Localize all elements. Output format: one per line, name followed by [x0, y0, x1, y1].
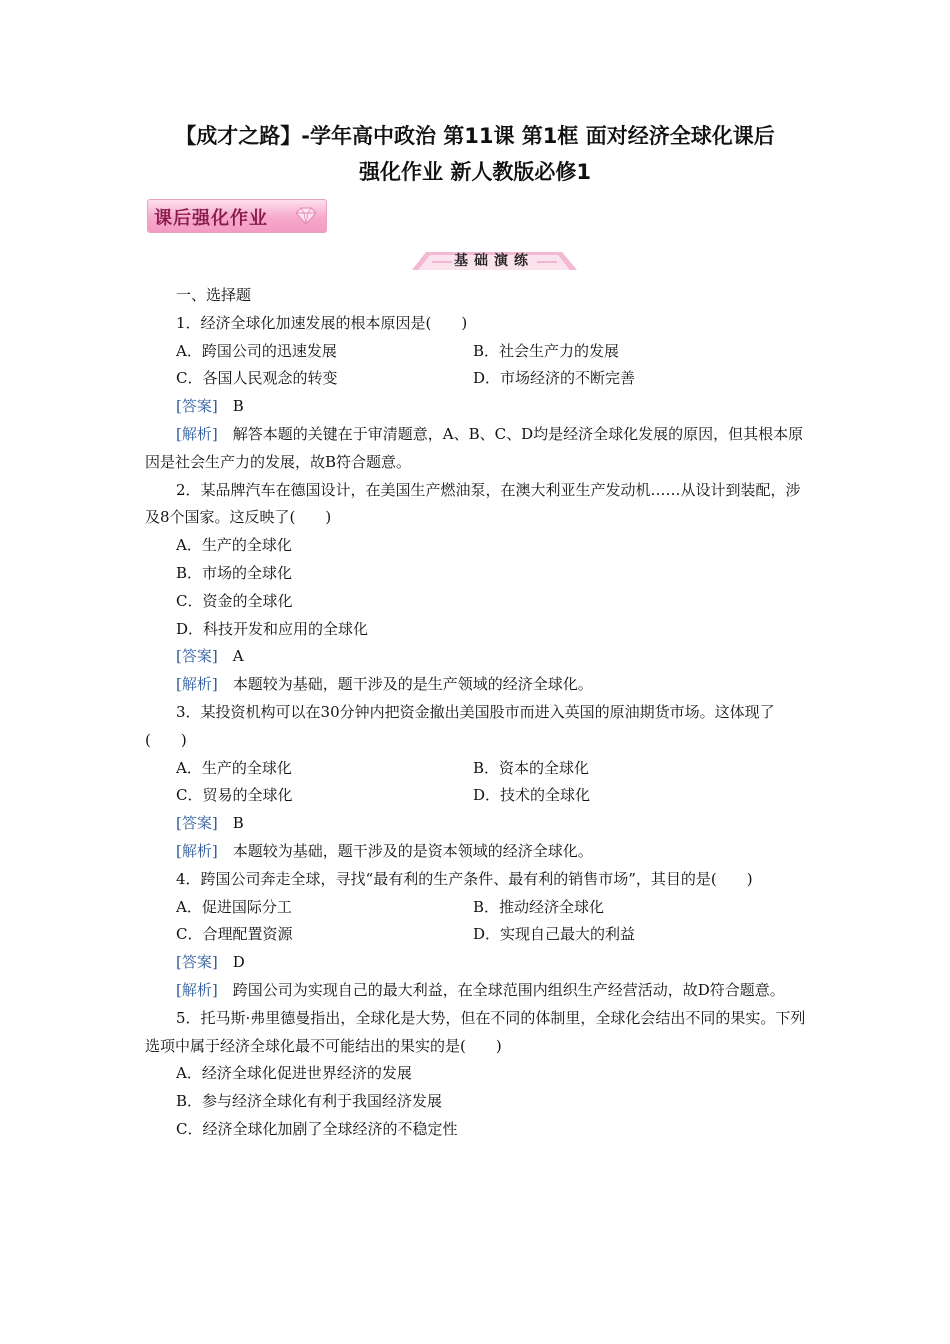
option: A．跨国公司的迅速发展: [176, 341, 337, 360]
answer-tag: [答案]: [176, 397, 218, 416]
answer-value: A: [232, 647, 244, 666]
answer-line: [145, 643, 810, 671]
option-row: [145, 755, 810, 783]
question-4: [145, 866, 810, 1005]
question-stem: 2．某品牌汽车在德国设计，在美国生产燃油泵，在澳大利亚生产发动机……从设计到装配，涉及8个国家。这反映了( ): [145, 480, 801, 527]
analysis-line: [145, 838, 810, 866]
option: D．科技开发和应用的全球化: [176, 619, 369, 638]
title-line-2: 强化作业 新人教版必修1: [359, 160, 591, 184]
analysis-line: [145, 421, 810, 477]
section-label: 基础演练: [454, 253, 534, 269]
option: C．资金的全球化: [176, 591, 293, 610]
option: C．经济全球化加剧了全球经济的不稳定性: [176, 1119, 458, 1138]
option: A．生产的全球化: [176, 536, 292, 555]
answer-value: B: [232, 814, 244, 833]
analysis-text: 跨国公司为实现自己的最大利益，在全球范围内组织生产经营活动，故D符合题意。: [232, 980, 785, 999]
answer-tag: [答案]: [176, 953, 218, 972]
option: A．生产的全球化: [176, 758, 292, 777]
option-row: [145, 338, 810, 366]
analysis-text: 本题较为基础，题干涉及的是资本领域的经济全球化。: [232, 841, 593, 860]
analysis-tag: [解析]: [176, 841, 218, 860]
question-list: [145, 282, 810, 1144]
answer-tag: [答案]: [176, 647, 218, 666]
option-row: [145, 782, 810, 810]
answer-value: D: [232, 953, 245, 972]
answer-value: B: [232, 397, 244, 416]
document-title: [120, 118, 830, 190]
analysis-tag: [解析]: [176, 675, 218, 694]
analysis-line: [145, 977, 810, 1005]
question-1: [145, 310, 810, 477]
title-line-1: 【成才之路】-学年高中政治 第11课 第1框 面对经济全球化课后: [175, 124, 775, 148]
question-5: [145, 1005, 810, 1144]
section-banner: [412, 249, 577, 271]
option: B．参与经济全球化有利于我国经济发展: [176, 1092, 443, 1111]
analysis-tag: [解析]: [176, 980, 218, 999]
question-2: [145, 477, 810, 699]
option: A．促进国际分工: [176, 897, 292, 916]
question-stem: 4．跨国公司奔走全球，寻找“最有利的生产条件、最有利的销售市场”，其目的是( ): [176, 869, 753, 888]
option: B．资本的全球化: [473, 758, 590, 777]
option: A．经济全球化促进世界经济的发展: [176, 1064, 412, 1083]
diamond-icon: [292, 206, 320, 226]
question-stem: 1．经济全球化加速发展的根本原因是( ): [176, 313, 468, 332]
question-3: [145, 699, 810, 866]
analysis-text: 解答本题的关键在于审清题意，A、B、C、D均是经济全球化发展的原因，但其根本原因是社会生产力的发展，故B符合题意。: [145, 424, 804, 471]
answer-tag: [答案]: [176, 814, 218, 833]
question-stem: 3．某投资机构可以在30分钟内把资金撤出美国股市而进入英国的原油期货市场。这体现了( ): [145, 702, 775, 749]
answer-line: [145, 949, 810, 977]
badge-label: 课后强化作业: [154, 208, 268, 229]
analysis-tag: [解析]: [176, 424, 218, 443]
answer-line: [145, 393, 810, 421]
question-stem: 5．托马斯·弗里德曼指出，全球化是大势，但在不同的体制里，全球化会结出不同的果实。下列选项中属于经济全球化最不可能结出的果实的是( ): [145, 1008, 806, 1055]
option: D．市场经济的不断完善: [473, 369, 636, 388]
option: C．各国人民观念的转变: [176, 369, 338, 388]
option: C．合理配置资源: [176, 925, 293, 944]
option: B．市场的全球化: [176, 563, 293, 582]
option-row: [145, 894, 810, 922]
analysis-line: [145, 671, 810, 699]
analysis-text: 本题较为基础，题干涉及的是生产领域的经济全球化。: [232, 675, 593, 694]
option-row: [145, 921, 810, 949]
option: C．贸易的全球化: [176, 786, 293, 805]
option: D．实现自己最大的利益: [473, 925, 636, 944]
part-heading: 一、选择题: [176, 286, 252, 304]
option-row: [145, 365, 810, 393]
option: B．社会生产力的发展: [473, 341, 620, 360]
homework-badge: [147, 199, 327, 233]
option: B．推动经济全球化: [473, 897, 605, 916]
option: D．技术的全球化: [473, 786, 591, 805]
answer-line: [145, 810, 810, 838]
